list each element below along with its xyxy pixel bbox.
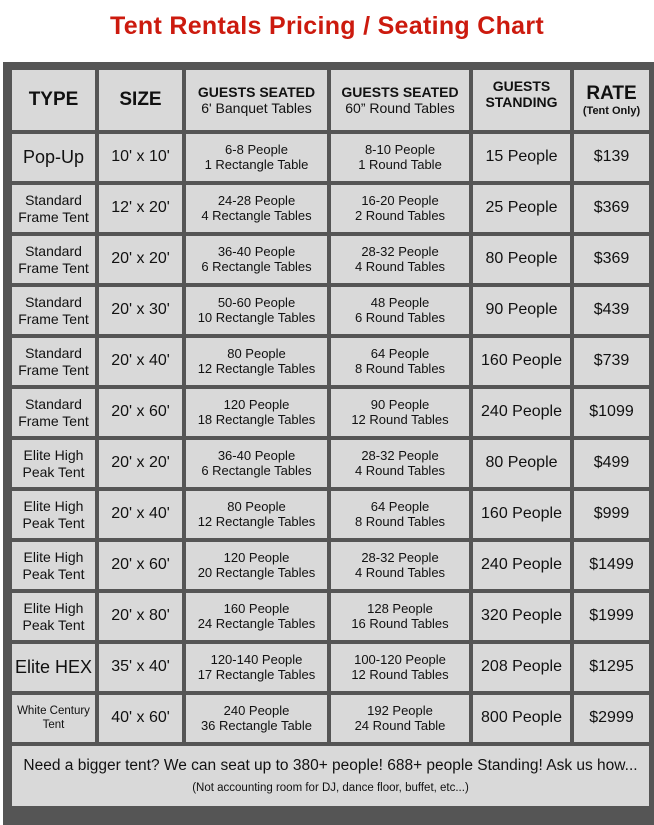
size-cell <box>99 236 182 283</box>
rate-cell <box>574 236 649 283</box>
round-cell <box>331 644 469 691</box>
type-cell <box>12 236 95 283</box>
type-label: Pop-Up <box>22 147 85 168</box>
banquet-cell <box>186 542 327 589</box>
size-value: 40' x 60' <box>111 709 170 727</box>
type-label: Standard <box>25 192 82 209</box>
rate-cell <box>574 287 649 334</box>
banquet-cell <box>186 185 327 232</box>
standing-cell <box>473 389 570 436</box>
type-cell <box>12 491 95 538</box>
footer-line2: (Not accounting room for DJ, dance floor, buffet, etc...) <box>192 781 469 794</box>
banquet-line: 80 People <box>227 345 286 361</box>
type-label: Elite HEX <box>14 657 93 678</box>
rate-value: $1099 <box>589 403 634 421</box>
header-rate-label: RATE <box>586 82 637 104</box>
round-line: 90 People <box>370 396 430 412</box>
round-line: 16-20 People <box>361 192 439 208</box>
banquet-line: 18 Rectangle Tables <box>197 411 316 427</box>
round-cell <box>331 491 469 538</box>
banquet-cell <box>186 593 327 640</box>
type-cell <box>12 440 95 487</box>
size-value: 20' x 40' <box>111 352 170 370</box>
header-size-label: SIZE <box>119 89 162 111</box>
header-round <box>331 70 469 130</box>
type-label: Standard <box>25 294 82 311</box>
type-label: Standard <box>25 345 82 362</box>
rate-value: $739 <box>593 352 630 370</box>
banquet-line: 20 Rectangle Tables <box>197 564 316 580</box>
type-cell <box>12 185 95 232</box>
banquet-cell <box>186 389 327 436</box>
page-title: Tent Rentals Pricing / Seating Chart <box>109 12 545 40</box>
round-line: 128 People <box>367 600 433 616</box>
size-value: 35' x 40' <box>111 658 170 676</box>
round-line: 28-32 People <box>361 549 439 565</box>
size-cell <box>99 134 182 181</box>
rate-value: $1295 <box>589 658 634 676</box>
size-value: 20' x 30' <box>111 301 170 319</box>
banquet-line: 120-140 People <box>210 651 303 667</box>
rate-cell <box>574 593 649 640</box>
banquet-line: 120 People <box>223 396 290 412</box>
type-label: Elite High <box>23 498 84 515</box>
standing-cell <box>473 440 570 487</box>
banquet-line: 36-40 People <box>217 243 296 259</box>
type-label: Elite High <box>23 600 84 617</box>
standing-cell <box>473 542 570 589</box>
banquet-line: 6 Rectangle Tables <box>201 258 312 274</box>
banquet-line: 24-28 People <box>217 192 296 208</box>
size-cell <box>99 542 182 589</box>
round-cell <box>331 542 469 589</box>
round-line: 4 Round Tables <box>354 564 446 580</box>
type-label: Elite High <box>23 549 84 566</box>
type-label: Peak Tent <box>22 616 85 633</box>
rate-cell <box>574 491 649 538</box>
header-size <box>99 70 182 130</box>
standing-cell <box>473 287 570 334</box>
banquet-line: 1 Rectangle Table <box>204 156 309 172</box>
round-line: 24 Round Table <box>354 717 446 733</box>
rate-cell <box>574 134 649 181</box>
footer-line1: Need a bigger tent? We can seat up to 380+ people! 688+ people Standing! Ask us how... <box>23 756 638 774</box>
header-round-title: GUESTS SEATED <box>341 83 459 100</box>
round-line: 28-32 People <box>361 243 439 259</box>
round-line: 64 People <box>370 345 430 361</box>
size-cell <box>99 389 182 436</box>
standing-value: 80 People <box>485 250 558 268</box>
type-label: Frame Tent <box>18 259 89 276</box>
banquet-cell <box>186 236 327 283</box>
rate-value: $439 <box>593 301 630 319</box>
round-cell <box>331 287 469 334</box>
type-cell <box>12 695 95 742</box>
standing-value: 208 People <box>481 658 562 676</box>
banquet-cell <box>186 134 327 181</box>
header-type <box>12 70 95 130</box>
standing-value: 240 People <box>481 403 562 421</box>
size-cell <box>99 185 182 232</box>
banquet-line: 4 Rectangle Tables <box>201 207 312 223</box>
type-label: Peak Tent <box>22 565 85 582</box>
size-value: 20' x 20' <box>111 250 170 268</box>
type-label: Peak Tent <box>22 463 85 480</box>
pricing-table <box>3 62 654 825</box>
type-label: Frame Tent <box>18 361 89 378</box>
rate-cell <box>574 338 649 385</box>
round-line: 64 People <box>370 498 430 514</box>
standing-cell <box>473 644 570 691</box>
banquet-line: 36 Rectangle Table <box>200 717 313 733</box>
type-label: Elite High <box>23 447 84 464</box>
banquet-line: 10 Rectangle Tables <box>197 309 316 325</box>
banquet-cell <box>186 338 327 385</box>
type-cell <box>12 389 95 436</box>
size-cell <box>99 440 182 487</box>
round-cell <box>331 134 469 181</box>
banquet-line: 36-40 People <box>217 447 296 463</box>
header-standing <box>473 70 570 130</box>
standing-value: 15 People <box>485 148 558 166</box>
size-value: 12' x 20' <box>111 199 170 217</box>
rate-cell <box>574 695 649 742</box>
banquet-cell <box>186 491 327 538</box>
type-cell <box>12 644 95 691</box>
rate-cell <box>574 542 649 589</box>
standing-value: 800 People <box>481 709 562 727</box>
size-cell <box>99 338 182 385</box>
type-label: Tent <box>42 718 65 731</box>
round-line: 4 Round Tables <box>354 258 446 274</box>
size-cell <box>99 593 182 640</box>
rate-cell <box>574 185 649 232</box>
banquet-line: 6-8 People <box>225 141 288 157</box>
type-label: White Century <box>17 705 90 718</box>
standing-value: 25 People <box>485 199 558 217</box>
round-cell <box>331 440 469 487</box>
rate-value: $369 <box>593 250 630 268</box>
banquet-line: 24 Rectangle Tables <box>197 615 316 631</box>
type-cell <box>12 287 95 334</box>
size-value: 20' x 20' <box>111 454 170 472</box>
rate-value: $2999 <box>589 709 634 727</box>
banquet-cell <box>186 287 327 334</box>
round-line: 1 Round Table <box>358 156 442 172</box>
round-line: 12 Round Tables <box>351 411 449 427</box>
size-cell <box>99 491 182 538</box>
standing-cell <box>473 134 570 181</box>
round-line: 8 Round Tables <box>354 513 446 529</box>
standing-cell <box>473 338 570 385</box>
rate-cell <box>574 440 649 487</box>
header-standing-2: STANDING <box>485 94 558 111</box>
header-rate-sub: (Tent Only) <box>582 104 641 117</box>
banquet-line: 160 People <box>223 600 290 616</box>
header-banquet <box>186 70 327 130</box>
type-cell <box>12 542 95 589</box>
round-line: 48 People <box>370 294 430 310</box>
rate-value: $1499 <box>589 556 634 574</box>
header-round-sub: 60” Round Tables <box>345 100 455 116</box>
banquet-line: 17 Rectangle Tables <box>197 666 316 682</box>
round-line: 8-10 People <box>364 141 436 157</box>
banquet-line: 80 People <box>227 498 286 514</box>
size-value: 20' x 60' <box>111 556 170 574</box>
rate-cell <box>574 389 649 436</box>
standing-cell <box>473 695 570 742</box>
header-banquet-sub: 6' Banquet Tables <box>201 100 312 116</box>
rate-value: $1999 <box>589 607 634 625</box>
standing-value: 320 People <box>481 607 562 625</box>
round-line: 2 Round Tables <box>354 207 446 223</box>
round-line: 28-32 People <box>361 447 439 463</box>
standing-value: 240 People <box>481 556 562 574</box>
round-line: 6 Round Tables <box>354 309 446 325</box>
type-cell <box>12 593 95 640</box>
standing-value: 160 People <box>481 352 562 370</box>
type-label: Peak Tent <box>22 514 85 531</box>
size-value: 20' x 80' <box>111 607 170 625</box>
banquet-line: 120 People <box>223 549 290 565</box>
size-cell <box>99 287 182 334</box>
standing-value: 80 People <box>485 454 558 472</box>
type-label: Frame Tent <box>18 412 89 429</box>
footer-note <box>12 746 649 806</box>
round-cell <box>331 185 469 232</box>
standing-cell <box>473 491 570 538</box>
banquet-line: 12 Rectangle Tables <box>197 513 316 529</box>
size-cell <box>99 644 182 691</box>
round-cell <box>331 338 469 385</box>
rate-value: $499 <box>593 454 630 472</box>
size-cell <box>99 695 182 742</box>
banquet-line: 240 People <box>223 702 290 718</box>
rate-value: $139 <box>593 148 630 166</box>
round-cell <box>331 695 469 742</box>
rate-value: $999 <box>593 505 630 523</box>
standing-cell <box>473 185 570 232</box>
standing-cell <box>473 236 570 283</box>
round-cell <box>331 236 469 283</box>
banquet-line: 12 Rectangle Tables <box>197 360 316 376</box>
banquet-cell <box>186 644 327 691</box>
standing-value: 160 People <box>481 505 562 523</box>
size-value: 20' x 60' <box>111 403 170 421</box>
header-rate <box>574 70 649 130</box>
banquet-line: 50-60 People <box>217 294 296 310</box>
size-value: 20' x 40' <box>111 505 170 523</box>
round-line: 4 Round Tables <box>354 462 446 478</box>
header-banquet-title: GUESTS SEATED <box>197 83 316 100</box>
type-cell <box>12 134 95 181</box>
rate-cell <box>574 644 649 691</box>
round-line: 8 Round Tables <box>354 360 446 376</box>
type-cell <box>12 338 95 385</box>
type-label: Standard <box>25 243 82 260</box>
size-value: 10' x 10' <box>111 148 170 166</box>
type-label: Standard <box>25 396 82 413</box>
type-label: Frame Tent <box>18 310 89 327</box>
header-standing-1: GUESTS <box>492 78 551 94</box>
standing-value: 90 People <box>485 301 558 319</box>
round-line: 16 Round Tables <box>351 615 449 631</box>
round-line: 192 People <box>367 702 433 718</box>
header-type-label: TYPE <box>28 89 79 111</box>
round-cell <box>331 389 469 436</box>
round-cell <box>331 593 469 640</box>
banquet-cell <box>186 695 327 742</box>
banquet-cell <box>186 440 327 487</box>
rate-value: $369 <box>593 199 630 217</box>
round-line: 12 Round Tables <box>351 666 449 682</box>
standing-cell <box>473 593 570 640</box>
banquet-line: 6 Rectangle Tables <box>201 462 312 478</box>
round-line: 100-120 People <box>354 651 446 667</box>
type-label: Frame Tent <box>18 208 89 225</box>
